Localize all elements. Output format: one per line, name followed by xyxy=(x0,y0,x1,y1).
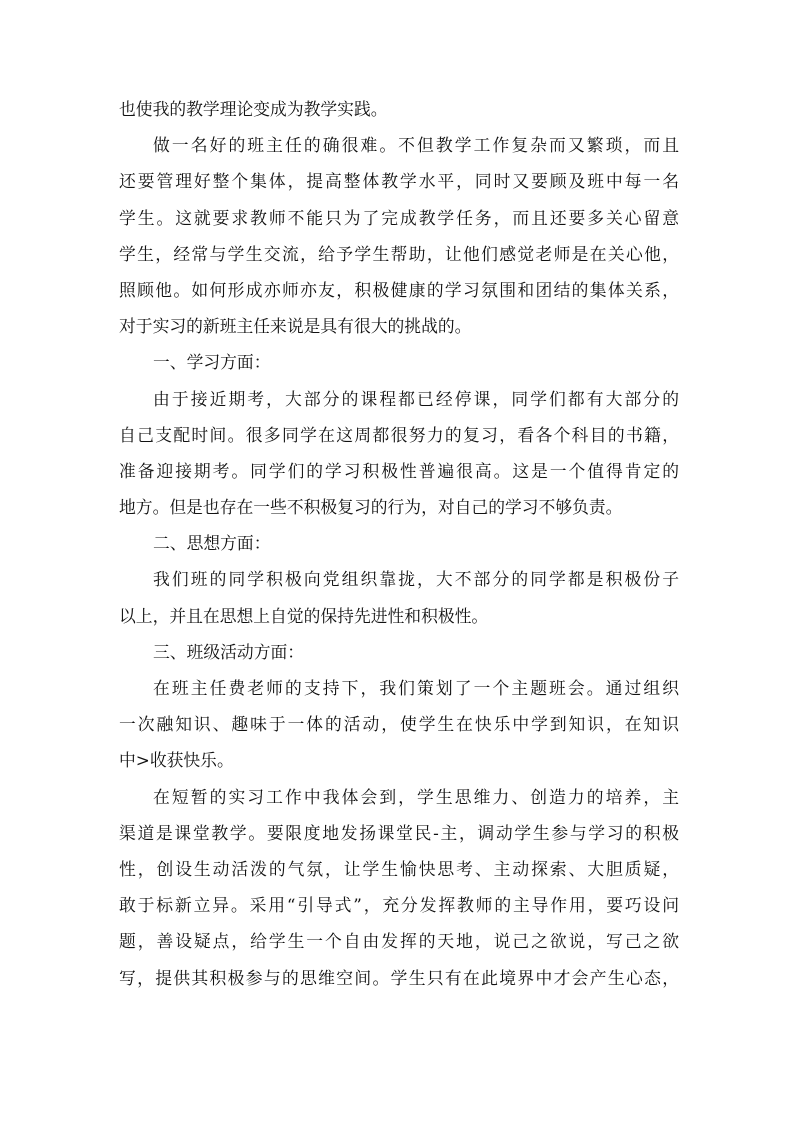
text-line: 自己支配时间。很多同学在这周都很努力的复习，看各个科目的书籍， xyxy=(119,424,679,445)
text-line: 敢于标新立异。采用“引导式”，充分发挥教师的主导作用，要巧设问 xyxy=(119,895,679,916)
text-line: 对于实习的新班主任来说是具有很大的挑战的。 xyxy=(119,316,472,337)
text-line: 做一名好的班主任的确很难。不但教学工作复杂而又繁琐，而且 xyxy=(153,135,679,156)
text-line: 写，提供其积极参与的思维空间。学生只有在此境界中才会产生心态， xyxy=(119,967,679,988)
text-line: 我们班的同学积极向党组织靠拢，大不部分的同学都是积极份子 xyxy=(153,569,679,590)
document-page xyxy=(119,91,679,996)
text-line: 准备迎接期考。同学们的学习积极性普遍很高。这是一个值得肯定的 xyxy=(119,460,679,481)
text-line: 还要管理好整个集体，提高整体教学水平，同时又要顾及班中每一名 xyxy=(119,171,679,192)
text-line: 由于接近期考，大部分的课程都已经停课，同学们都有大部分的 xyxy=(153,388,679,409)
text-line: 性，创设生动活泼的气氛，让学生愉快思考、主动探索、大胆质疑， xyxy=(119,858,679,879)
text-line: 题，善设疑点，给学生一个自由发挥的天地，说己之欲说，写己之欲 xyxy=(119,931,679,952)
section-heading: 二、思想方面： xyxy=(153,533,271,554)
section-heading: 三、班级活动方面： xyxy=(153,641,305,662)
text-line: 一次融知识、趣味于一体的活动，使学生在快乐中学到知识，在知识 xyxy=(119,714,679,735)
text-line: 学生。这就要求教师不能只为了完成教学任务，而且还要多关心留意 xyxy=(119,207,679,228)
text-line: 在短暂的实习工作中我体会到，学生思维力、创造力的培养，主 xyxy=(153,786,679,807)
text-line: 照顾他。如何形成亦师亦友，积极健康的学习氛围和团结的集体关系， xyxy=(119,279,679,300)
text-line: 中>收获快乐。 xyxy=(119,750,234,771)
text-line: 学生，经常与学生交流，给予学生帮助，让他们感觉老师是在关心他， xyxy=(119,243,679,264)
text-line: 在班主任费老师的支持下，我们策划了一个主题班会。通过组织 xyxy=(153,678,679,698)
text-line: 渠道是课堂教学。要限度地发扬课堂民-主，调动学生参与学习的积极 xyxy=(119,822,679,843)
text-line: 也使我的教学理论变成为教学实践。 xyxy=(119,99,388,119)
text-line: 以上，并且在思想上自觉的保持先进性和积极性。 xyxy=(119,605,489,626)
text-line: 地方。但是也存在一些不积极复习的行为，对自己的学习不够负责。 xyxy=(119,497,623,518)
section-heading: 一、学习方面： xyxy=(153,352,271,373)
